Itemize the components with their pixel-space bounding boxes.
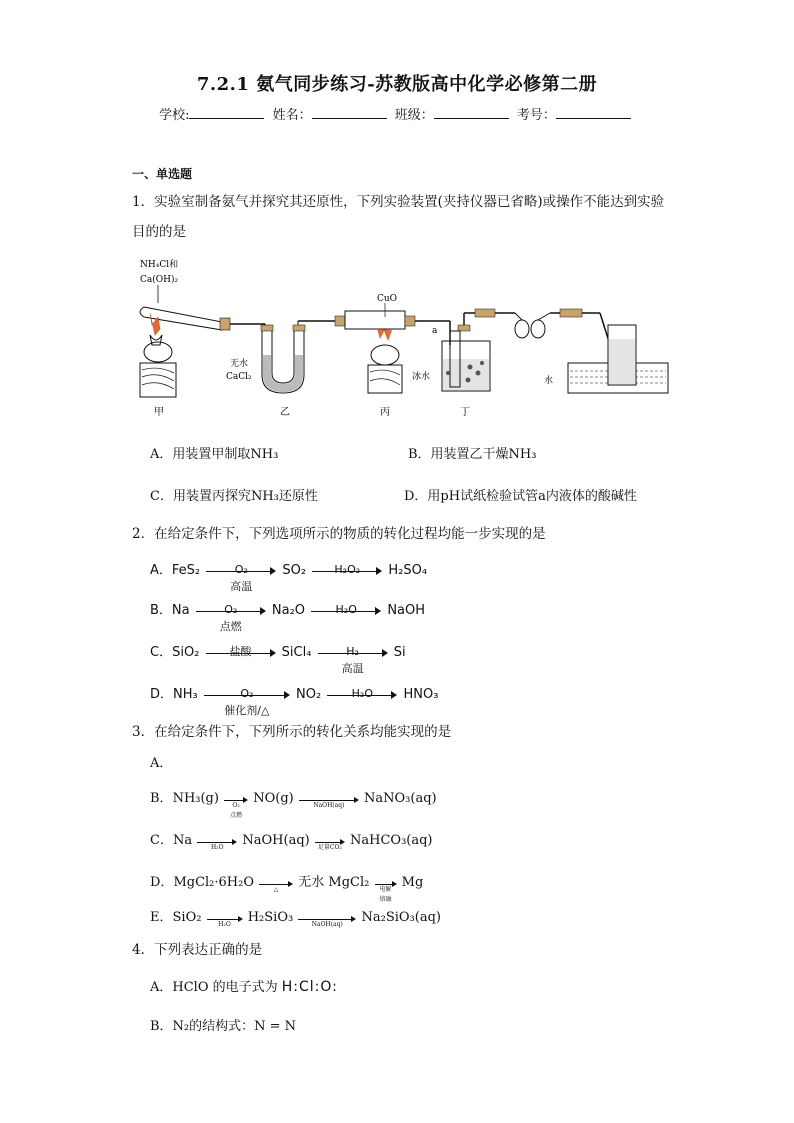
school-label: 学校:	[159, 108, 190, 123]
q3c-s2: NaOH(aq)	[242, 833, 310, 848]
q3e-label: E．	[150, 910, 173, 925]
q2a-arrow-1: O₂ 高温	[206, 561, 276, 581]
label-cuo: CuO	[377, 294, 398, 304]
number-blank[interactable]	[556, 106, 631, 119]
q4-option-a[interactable]	[150, 972, 690, 1003]
q3d-s3: Mg	[401, 875, 424, 890]
q3e-s3: Na₂SiO₃(aq)	[361, 910, 441, 925]
q3c-s3: NaHCO₃(aq)	[350, 833, 433, 848]
q3e-s1: SiO₂	[172, 910, 202, 925]
q3-option-a[interactable]: A．	[150, 756, 173, 771]
q3b-s1: NH₃(g)	[172, 791, 219, 806]
label-bing: 丙	[380, 407, 390, 418]
q4a-text: A．HClO 的电子式为	[150, 980, 278, 995]
q2b-s3: NaOH	[387, 603, 426, 618]
q3b-s2: NO(g)	[253, 791, 294, 806]
q4-stem: 4．下列表达正确的是	[132, 942, 263, 958]
apparatus-trough	[544, 325, 668, 393]
label-ding: 丁	[460, 407, 470, 418]
q3b-s3: NaNO₃(aq)	[364, 791, 437, 806]
reagent-label-2: Ca(OH)₂	[140, 275, 179, 285]
student-info-line	[0, 104, 794, 123]
q3c-s1: Na	[172, 833, 193, 848]
school-blank[interactable]	[189, 106, 264, 119]
name-blank[interactable]	[312, 106, 387, 119]
q1-option-d[interactable]: D．用pH试纸检验试管a内液体的酸碱性	[404, 489, 637, 504]
label-icewater: 冰水	[412, 372, 431, 382]
label-anhydrous: 无水	[230, 359, 249, 369]
label-cacl2: CaCl₂	[226, 372, 252, 382]
q2d-label: D．	[150, 687, 174, 702]
q2b-s1: Na	[171, 603, 190, 618]
q3-option-d[interactable]	[150, 868, 690, 903]
q3c-arrow-1: H₂O	[197, 833, 237, 849]
apparatus-bing	[298, 294, 415, 418]
apparatus-diagram	[130, 255, 670, 420]
label-a: a	[432, 326, 438, 336]
q2a-arrow-2: H₂O₂	[312, 561, 382, 581]
q2c-s2: SiCl₄	[281, 645, 312, 660]
q2b-arrow-2: H₂O	[311, 601, 381, 621]
q3b-arrow-2: NaOH(aq)	[299, 791, 359, 807]
number-label: 考号：	[516, 108, 556, 123]
q2a-s3: H₂SO₄	[388, 563, 428, 578]
q2b-label: B．	[150, 603, 172, 618]
q2-stem: 2．在给定条件下，下列选项所示的物质的转化过程均能一步实现的是	[132, 526, 546, 542]
q2c-arrow-2: H₂ 高温	[318, 643, 388, 663]
q3c-label: C．	[150, 833, 173, 848]
page-title: 7.2.1 氨气同步练习-苏教版高中化学必修第二册	[196, 74, 598, 95]
q2-option-b[interactable]	[150, 596, 690, 633]
q1-stem: 1．实验室制备氨气并探究其还原性，下列实验装置(夹持仪器已省略)或操作不能达到实验目的的是	[132, 194, 665, 240]
q3c-arrow-2: 足量CO₂	[315, 833, 345, 849]
label-jia: 甲	[154, 407, 164, 418]
name-label: 姓名：	[272, 108, 312, 123]
q2d-s3: HNO₃	[403, 687, 439, 702]
q2-option-a[interactable]	[150, 556, 690, 593]
q2a-s2: SO₂	[282, 563, 307, 578]
hclo-electron-formula: H:Cl:O:	[281, 979, 338, 995]
q1-option-b[interactable]: B．用装置乙干燥NH₃	[408, 447, 537, 462]
q3b-label: B．	[150, 791, 173, 806]
q2b-arrow-1: O₂ 点燃	[196, 601, 266, 621]
q3e-s2: H₂SiO₃	[247, 910, 294, 925]
q3b-arrow-1: O₂ 点燃	[224, 791, 248, 807]
reagent-label-1: NH₄Cl和	[140, 260, 179, 270]
class-blank[interactable]	[434, 106, 509, 119]
q2c-s3: Si	[393, 645, 406, 660]
apparatus-yi	[226, 321, 305, 418]
class-label: 班级：	[394, 108, 434, 123]
q3d-label: D．	[150, 875, 174, 890]
q1-option-c[interactable]: C．用装置丙探究NH₃还原性	[150, 489, 318, 504]
q2b-s2: Na₂O	[271, 603, 306, 618]
label-water: 水	[544, 376, 554, 386]
q2d-arrow-2: H₂O	[327, 685, 397, 705]
q3d-s2: 无水 MgCl₂	[298, 875, 370, 890]
q4-option-b[interactable]: B．N₂的结构式：N = N	[150, 1019, 297, 1034]
label-yi: 乙	[280, 407, 290, 418]
q2-option-c[interactable]	[150, 638, 690, 675]
q3-option-c[interactable]	[150, 826, 690, 856]
q2d-s2: NO₂	[296, 687, 322, 702]
q3-option-e[interactable]	[150, 903, 690, 933]
q3d-arrow-1: △	[259, 875, 293, 891]
q2d-arrow-1: O₂ 催化剂/△	[204, 685, 290, 705]
q2c-arrow-1: 盐酸	[206, 643, 276, 663]
q3-option-b[interactable]	[150, 784, 690, 819]
q2c-label: C．	[150, 645, 173, 660]
q2a-s1: FeS₂	[171, 563, 201, 578]
q3e-arrow-2: NaOH(aq)	[298, 910, 356, 926]
q1-option-a[interactable]: A．用装置甲制取NH₃	[150, 447, 279, 462]
q3e-arrow-1: H₂O	[207, 910, 243, 926]
q2a-label: A．	[150, 563, 172, 578]
q3d-arrow-2: 电解 熔融	[375, 875, 397, 891]
q2c-s1: SiO₂	[172, 645, 200, 660]
q3d-s1: MgCl₂·6H₂O	[173, 875, 254, 890]
section-heading: 一、单选题	[132, 167, 193, 181]
q2d-s1: NH₃	[173, 687, 198, 702]
q3-stem: 3．在给定条件下，下列所示的转化关系均能实现的是	[132, 724, 452, 740]
q2-option-d[interactable]	[150, 680, 690, 717]
